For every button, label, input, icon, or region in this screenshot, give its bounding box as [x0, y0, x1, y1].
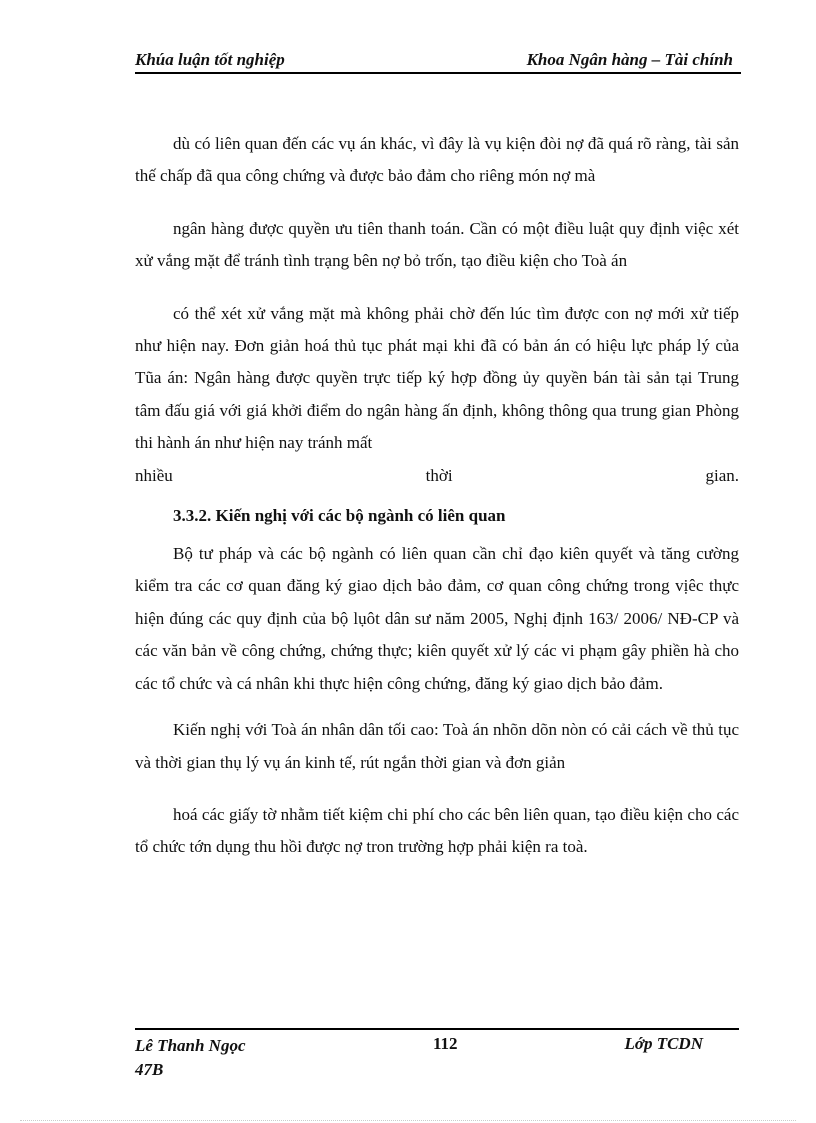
- word: gian.: [705, 465, 739, 485]
- section-heading: 3.3.2. Kiến nghị với các bộ ngành có liên quan: [173, 506, 506, 526]
- word: thời: [425, 465, 453, 485]
- word: nhiều: [135, 465, 173, 485]
- author-name: Lê Thanh Ngọc: [135, 1036, 246, 1055]
- paragraph-3: có thể xét xử vắng mặt mà không phải chờ đến lúc tìm được con nợ mới xử tiếp như hiện nay. Đơn giản hoá thủ tục phát mại khi đã có bản án có hiệu lực pháp lý của Tũa án: Ngân hàng được quyền trực tiếp ký hợp đồng ủy quyền bán tài sản tại Trung tâm đấu giá với giá khởi điểm do ngân hàng ấn định, không thông qua trung gian Phòng thi hành án như hiện nay tránh mất: [135, 303, 739, 453]
- paragraph-6: hoá các giấy tờ nhằm tiết kiệm chi phí cho các bên liên quan, tạo điều kiện cho các tổ chức tớn dụng thu hồi được nợ tron trường hợp phải kiện ra toà.: [135, 804, 739, 857]
- page-number: 112: [433, 1034, 458, 1053]
- paragraph-3-last-line: [135, 460, 739, 492]
- paragraph-5: Kiến nghị với Toà án nhân dân tối cao: Toà án nhõn dõn nòn có cải cách về thủ tục và thời gian thụ lý vụ án kinh tế, rút ngắn thời gian và đơn giản: [135, 720, 739, 772]
- author-cohort: 47B: [135, 1060, 164, 1079]
- paragraph-4: Bộ tư pháp và các bộ ngành có liên quan cần chỉ đạo kiên quyết và tăng cường kiểm tra các cơ quan đăng ký giao dịch bảo đảm, cơ quan công chứng trong vịêc thực hiện đúng các quy định của bộ lụôt dân sư năm 2005, Nghị định 163/ 2006/ NĐ-CP và các văn bản về công chứng, chứng thực; kiên quyết xử lý các vi phạm gây phiền hà cho các tổ chức và cá nhân khi thực hiện công chứng, đăng ký giao dịch bảo đảm.: [135, 544, 739, 693]
- header-thesis-title: Khúa luận tốt nghiệp: [135, 50, 285, 69]
- footer-author: [135, 1034, 246, 1082]
- footer-class: Lớp TCDN: [624, 1034, 703, 1053]
- page-body: [135, 128, 739, 864]
- bottom-dotted-rule: [20, 1120, 796, 1121]
- paragraph-1: dù có liên quan đến các vụ án khác, vì đây là vụ kiện đòi nợ đã quá rõ ràng, tài sản thế chấp đã qua công chứng và được bảo đảm cho riêng món nợ mà: [135, 134, 739, 186]
- header-faculty: Khoa Ngân hàng – Tài chính: [526, 50, 733, 69]
- page-footer: [135, 1028, 739, 1079]
- paragraph-2: ngân hàng được quyền ưu tiên thanh toán. Cần có một điều luật quy định việc xét xử vắng mặt để tránh tình trạng bên nợ bỏ trốn, tạo điều kiện cho Toà án: [135, 218, 739, 271]
- page-header: [135, 48, 741, 74]
